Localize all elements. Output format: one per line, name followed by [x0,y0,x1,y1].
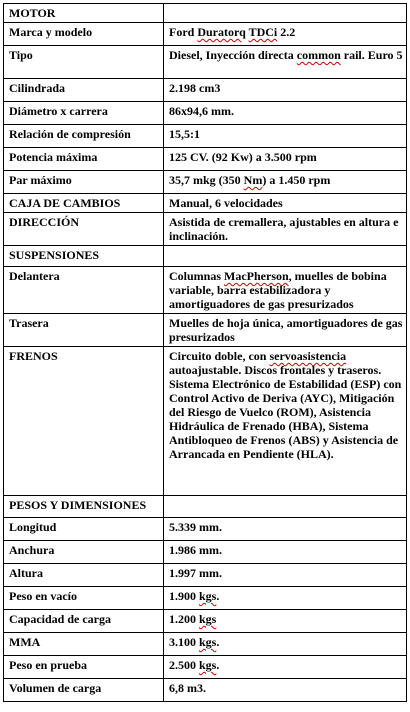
spellcheck-underline: kgs [199,589,217,603]
spec-value: 15,5:1 [164,125,407,148]
table-row [4,246,407,267]
spellcheck-underline: common [296,48,341,62]
table-row [4,541,407,564]
spec-value: 2.500 kgs. [164,656,407,679]
table-row [4,79,407,102]
spec-label: Diámetro x carrera [4,102,164,125]
table-row [4,587,407,610]
spec-value: 125 CV. (92 Kw) a 3.500 rpm [164,148,407,171]
spec-label: Relación de compresión [4,125,164,148]
spec-value: 1.200 kgs [164,610,407,633]
spec-label: Peso en vacío [4,587,164,610]
table-row [4,679,407,702]
spec-label: Potencia máxima [4,148,164,171]
spec-value: 1.997 mm. [164,564,407,587]
spellcheck-underline: servoasistencia [269,349,347,363]
spec-value: 6,8 m3. [164,679,407,702]
spec-label: DIRECCIÓN [4,213,164,246]
spec-value: 35,7 mkg (350 Nm) a 1.450 rpm [164,171,407,194]
table-row [4,148,407,171]
spellcheck-underline: kgs [199,635,217,649]
spec-label: PESOS Y DIMENSIONES [4,496,164,518]
table-row [4,102,407,125]
spec-label: Anchura [4,541,164,564]
spec-value: Ford Duratorq TDCi 2.2 [164,23,407,46]
spec-label: Cilindrada [4,79,164,102]
table-row [4,267,407,314]
spellcheck-underline: kgs [199,612,217,626]
spellcheck-underline: kgs [199,658,217,672]
table-row [4,213,407,246]
spec-value: 3.100 kgs. [164,633,407,656]
table-row [4,314,407,347]
table-row [4,564,407,587]
spec-label: SUSPENSIONES [4,246,164,267]
table-row [4,656,407,679]
specs-table [3,3,407,702]
spec-label: FRENOS [4,347,164,496]
spec-value [164,496,407,518]
spec-value: 2.198 cm3 [164,79,407,102]
spec-value: 1.986 mm. [164,541,407,564]
spec-value [164,4,407,23]
table-row [4,496,407,518]
specs-table-body [4,4,407,702]
spec-label: Par máximo [4,171,164,194]
table-row [4,171,407,194]
spec-label: Peso en prueba [4,656,164,679]
spec-label: MOTOR [4,4,164,23]
table-row [4,23,407,46]
spec-value: Asistida de cremallera, ajustables en altura e inclinación. [164,213,407,246]
spec-label: MMA [4,633,164,656]
spec-label: Longitud [4,518,164,541]
spellcheck-underline: Duratorq [197,25,246,39]
spellcheck-underline: TDCi [248,25,278,39]
spec-label: Tipo [4,46,164,79]
spec-label: CAJA DE CAMBIOS [4,194,164,213]
spec-value: 5.339 mm. [164,518,407,541]
spec-label: Capacidad de carga [4,610,164,633]
spec-value: Manual, 6 velocidades [164,194,407,213]
spellcheck-underline: Nm [243,173,263,187]
spec-value: Muelles de hoja única, amortiguadores de gas presurizados [164,314,407,347]
table-row [4,347,407,496]
table-row [4,610,407,633]
spec-value: 1.900 kgs. [164,587,407,610]
spec-value [164,246,407,267]
spec-value: 86x94,6 mm. [164,102,407,125]
spec-label: Volumen de carga [4,679,164,702]
table-row [4,46,407,79]
spec-value: Circuito doble, con servoasistencia autoajustable. Discos frontales y traseros. Sistema Electrónico de Estabilidad (ESP) con Control Activo de Deriva (AYC), Mitigación del Riesgo de Vuelco (ROM), Asistencia Hidráulica de Frenado (HBA), Sistema Antibloqueo de Frenos (ABS) y Asistencia de Arrancada en Pendiente (HLA). [164,347,407,496]
spellcheck-underline: MacPherson [224,269,289,283]
spec-value: Columnas MacPherson, muelles de bobina variable, barra estabilizadora y amortiguadores de gas presurizados [164,267,407,314]
spec-label: Trasera [4,314,164,347]
spec-label: Delantera [4,267,164,314]
table-row [4,125,407,148]
table-row [4,518,407,541]
table-row [4,194,407,213]
table-row [4,4,407,23]
spec-label: Altura [4,564,164,587]
spec-value: Diesel, Inyección directa common rail. Euro 5 [164,46,407,79]
spec-label: Marca y modelo [4,23,164,46]
table-row [4,633,407,656]
